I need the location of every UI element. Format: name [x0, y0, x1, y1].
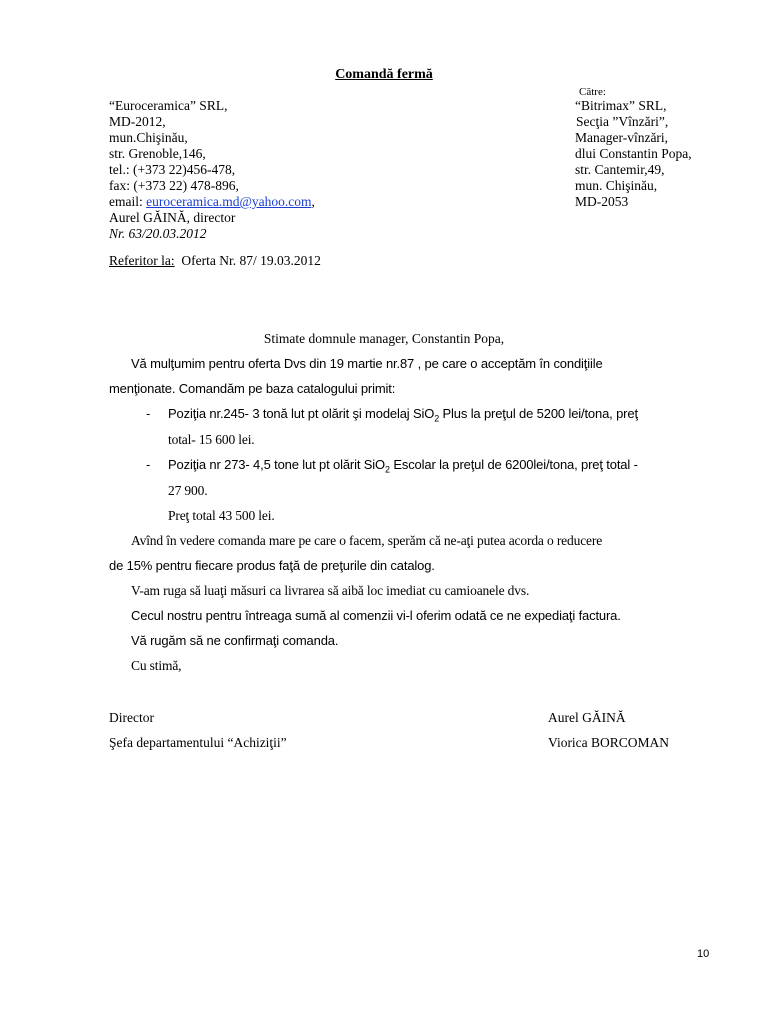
- sender-fax: fax: (+373 22) 478-896,: [109, 178, 239, 193]
- sender-city: mun.Chişinău,: [109, 130, 188, 145]
- item2-line2: 27 900.: [168, 483, 208, 498]
- p1-line2: menţionate. Comandăm pe baza catalogului primit:: [109, 381, 396, 396]
- recipient-role: Manager-vînzări,: [575, 130, 669, 145]
- item2-text-a: Poziţia nr 273- 4,5 tone lut pt olărit SiO: [168, 457, 385, 472]
- p5-line: Vă rugăm să ne confirmaţi comanda.: [131, 633, 339, 648]
- p3-line: V-am ruga să luaţi măsuri ca livrarea să aibă loc imediat cu camioanele dvs.: [131, 583, 530, 598]
- sender-person: Aurel GĂINĂ, director: [109, 210, 236, 225]
- recipient-street: str. Cantemir,49,: [575, 162, 665, 177]
- p2-line2: de 15% pentru fiecare produs faţă de preţurile din catalog.: [109, 558, 435, 573]
- email-suffix: ,: [311, 194, 315, 209]
- p2-line1: Avînd în vedere comanda mare pe care o facem, sperăm că ne-aţi putea acorda o reducere: [131, 533, 603, 548]
- recipient-label: Către:: [579, 86, 606, 98]
- item2-subscript: 2: [385, 464, 390, 475]
- page-number: 10: [697, 948, 710, 960]
- recipient-block: [548, 98, 708, 210]
- item1-line1: [168, 406, 638, 424]
- reference-value: Oferta Nr. 87/ 19.03.2012: [181, 253, 321, 268]
- email-label: email:: [109, 194, 147, 209]
- sender-postal: MD-2012,: [109, 114, 166, 129]
- sender-tel: tel.: (+373 22)456-478,: [109, 162, 236, 177]
- item1-dash: -: [146, 406, 151, 421]
- signature-role-2: Şefa departamentului “Achiziţii”: [109, 735, 287, 750]
- sender-company: “Euroceramica” SRL,: [109, 98, 228, 113]
- p4-line: Cecul nostru pentru întreaga sumă al comenzii vi-l oferim odată ce ne expediaţi factura.: [131, 608, 621, 623]
- signature-name-1: Aurel GĂINĂ: [548, 710, 626, 725]
- email-link[interactable]: euroceramica.md@yahoo.com: [146, 194, 312, 209]
- sender-email-line: [109, 194, 315, 210]
- recipient-postal: MD-2053: [575, 194, 629, 209]
- recipient-section: Secţia ”Vînzări”,: [576, 114, 669, 129]
- greeting: Stimate domnule manager, Constantin Popa,: [263, 331, 505, 346]
- total-price: Preţ total 43 500 lei.: [168, 508, 275, 523]
- sender-ref-number: Nr. 63/20.03.2012: [109, 226, 207, 241]
- item1-line2: total- 15 600 lei.: [168, 432, 255, 447]
- sender-block: [109, 98, 315, 242]
- sender-street: str. Grenoble,146,: [109, 146, 206, 161]
- recipient-company: “Bitrimax” SRL,: [575, 98, 667, 113]
- item1-text-b: Plus la preţul de 5200 lei/tona, preţ: [439, 406, 638, 421]
- item2-text-b: Escolar la preţul de 6200lei/tona, preţ total -: [389, 457, 638, 472]
- document-title: Comandă fermă: [335, 67, 433, 82]
- item2-line1: [168, 457, 638, 475]
- item2-dash: -: [146, 457, 151, 472]
- closing: Cu stimă,: [131, 658, 182, 673]
- signature-role-1: Director: [109, 710, 154, 725]
- reference-label: Referitor la:: [109, 253, 175, 268]
- item1-text-a: Poziţia nr.245- 3 tonă lut pt olărit şi modelaj SiO: [168, 406, 435, 421]
- reference-line: [109, 253, 321, 269]
- recipient-person: dlui Constantin Popa,: [575, 146, 692, 161]
- p1-line1: Vă mulţumim pentru oferta Dvs din 19 martie nr.87 , pe care o acceptăm în condiţiile: [131, 356, 603, 371]
- signature-name-2: Viorica BORCOMAN: [548, 735, 670, 750]
- item1-subscript: 2: [434, 413, 440, 424]
- recipient-city: mun. Chişinău,: [575, 178, 658, 193]
